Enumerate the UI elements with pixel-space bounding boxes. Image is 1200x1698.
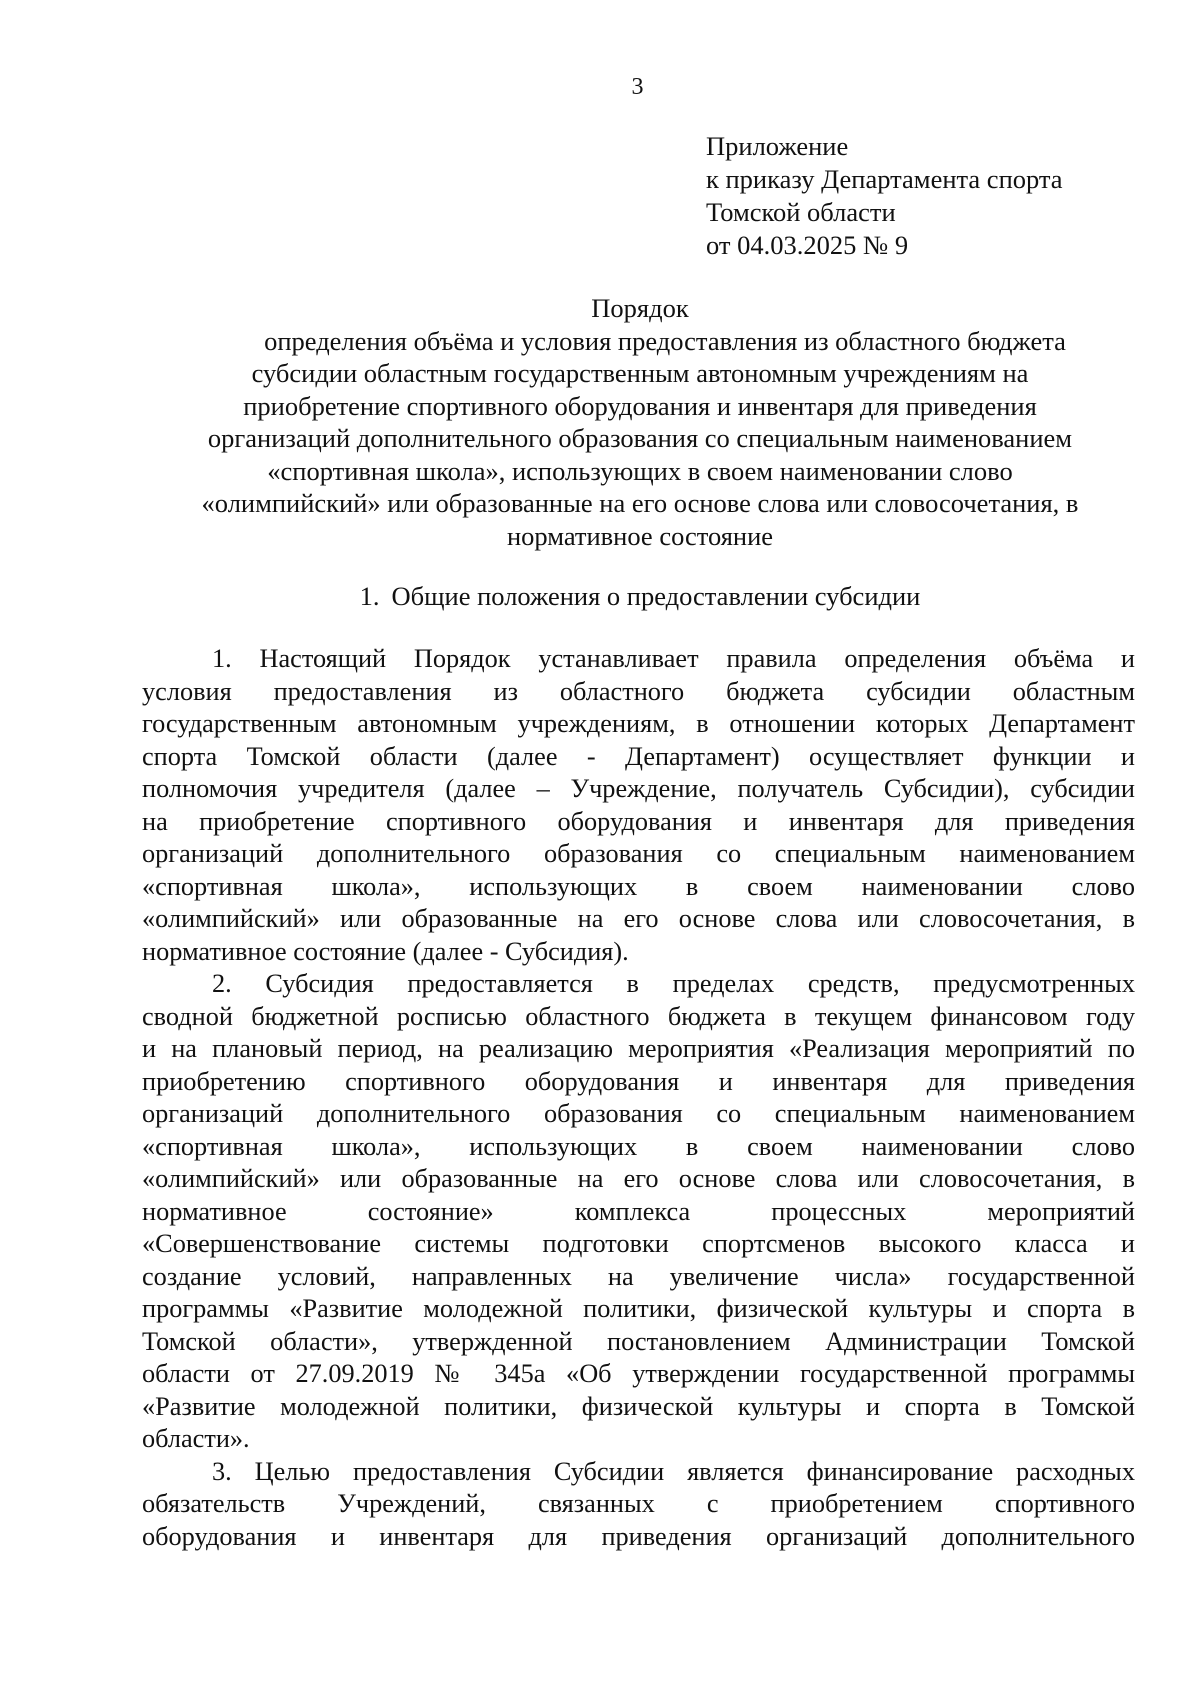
text-line: «спортивная школа», использующих в своем наименовании слово [142, 1131, 1135, 1161]
section-title: Общие положения о предоставлении субсидии [391, 581, 921, 611]
paragraph-2 [142, 968, 1135, 1456]
text-line: области». [142, 1424, 250, 1453]
text-line: программы «Развитие молодежной политики, физической культуры и спорта в [142, 1294, 1135, 1323]
title-line: определения объёма и условия предоставления из областного бюджета [264, 325, 1066, 356]
text-line: 3. Целью предоставления Субсидии является финансирование расходных [212, 1456, 1135, 1486]
appendix-line: Томской области [706, 197, 896, 227]
text-line: и на плановый период, на реализацию мероприятия «Реализация мероприятий по [142, 1034, 1135, 1063]
text-line: нормативное состояние (далее - Субсидия). [142, 936, 629, 966]
document-title [140, 292, 1140, 552]
title-line: организаций дополнительного образования со специальным наименованием [207, 423, 1073, 453]
text-line: 2. Субсидия предоставляется в пределах средств, предусмотренных [212, 969, 1135, 998]
title-line: приобретение спортивного оборудования и инвентаря для приведения [243, 390, 1037, 421]
text-line: организаций дополнительного образования со специальным наименованием [142, 839, 1135, 868]
paragraph-1 [142, 643, 1135, 968]
text-line: создание условий, направленных на увеличение числа» государственной [142, 1261, 1135, 1291]
paragraph-3 [142, 1456, 1135, 1554]
appendix-line: от 04.03.2025 № 9 [706, 230, 909, 260]
title-line: «олимпийский» или образованные на его основе слова или словосочетания, в [201, 488, 1079, 518]
appendix-line: к приказу Департамента спорта [706, 164, 1063, 194]
text-line: обязательств Учреждений, связанных с приобретением спортивного [142, 1489, 1135, 1518]
text-line: «спортивная школа», использующих в своем наименовании слово [142, 871, 1135, 901]
text-line: государственным автономным учреждениям, в отношении которых Департамент [142, 709, 1135, 738]
text-line: полномочия учредителя (далее – Учреждение, получатель Субсидии), субсидии [142, 774, 1135, 803]
text-line: Томской области», утвержденной постановлением Администрации Томской [142, 1326, 1135, 1356]
section-heading [140, 580, 1140, 612]
text-line: «Совершенствование системы подготовки спортсменов высокого класса и [142, 1229, 1135, 1258]
text-line: организаций дополнительного образования со специальным наименованием [142, 1099, 1135, 1128]
title-line: нормативное состояние [506, 520, 774, 551]
text-line: области от 27.09.2019 № 345а «Об утверждении государственной программы [142, 1359, 1135, 1388]
title-heading: Порядок [591, 293, 689, 323]
title-line: «спортивная школа», использующих в своем наименовании слово [267, 455, 1013, 486]
text-line: условия предоставления из областного бюджета субсидии областным [142, 676, 1135, 706]
appendix-line: Приложение [706, 131, 849, 161]
text-line: оборудования и инвентаря для приведения организаций дополнительного [142, 1521, 1135, 1551]
text-line: приобретению спортивного оборудования и инвентаря для приведения [142, 1066, 1135, 1096]
title-line: субсидии областным государственным автономным учреждениям на [251, 358, 1029, 388]
section-number: 1. [359, 581, 380, 611]
document-body [142, 643, 1135, 1553]
page-number: 3 [631, 74, 644, 100]
text-line: «олимпийский» или образованные на его основе слова или словосочетания, в [142, 1164, 1135, 1193]
text-line: на приобретение спортивного оборудования и инвентаря для приведения [142, 806, 1135, 836]
text-line: спорта Томской области (далее - Департамент) осуществляет функции и [142, 741, 1135, 771]
text-line: 1. Настоящий Порядок устанавливает правила определения объёма и [212, 644, 1135, 673]
text-line: сводной бюджетной росписью областного бюджета в текущем финансовом году [142, 1001, 1135, 1031]
appendix-block [706, 130, 1166, 262]
text-line: нормативное состояние» комплекса процессных мероприятий [142, 1196, 1135, 1226]
text-line: «Развитие молодежной политики, физической культуры и спорта в Томской [142, 1391, 1135, 1421]
text-line: «олимпийский» или образованные на его основе слова или словосочетания, в [142, 904, 1135, 933]
